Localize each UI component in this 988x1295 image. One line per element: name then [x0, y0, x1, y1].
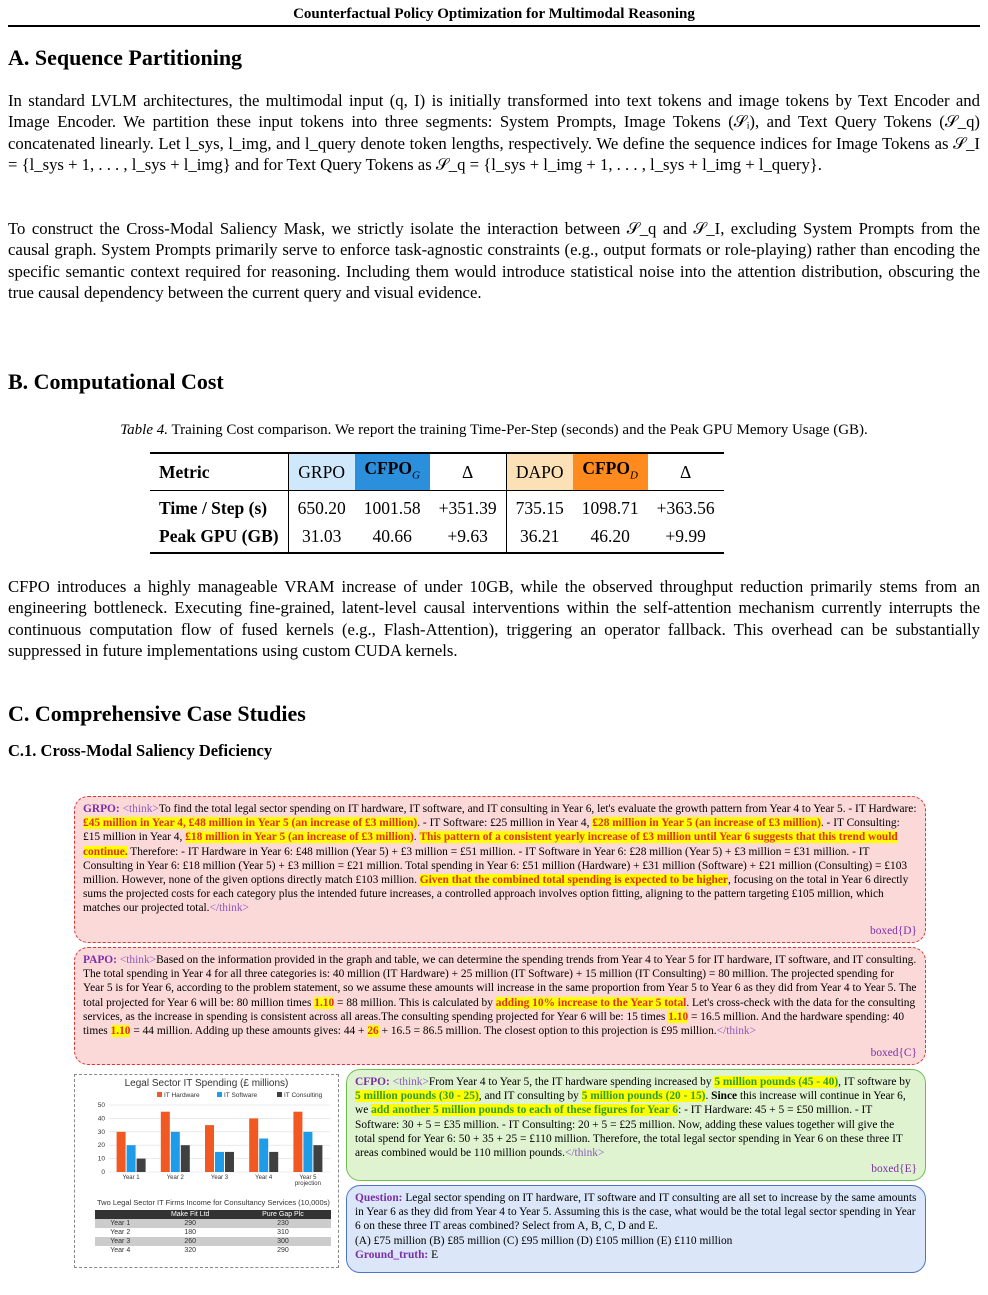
text: this increase will continue in Year 6, we	[355, 1090, 906, 1117]
highlight: £18 million in Year 5 (an increase of £3 million)	[185, 831, 414, 844]
col-metric: Metric	[150, 453, 288, 490]
ground-truth-value: E	[431, 1248, 439, 1261]
mini-td: 290	[277, 1247, 289, 1254]
col-dapo: DAPO	[506, 453, 573, 490]
question-options: (A) £75 million (B) £85 million (C) £95 million (D) £105 million (E) £110 million	[355, 1234, 733, 1247]
text: .	[705, 1090, 712, 1103]
think-tag: <think>	[119, 954, 157, 966]
table-cell: 31.03	[301, 525, 342, 546]
running-header: Counterfactual Policy Optimization for Multimodal Reasoning	[293, 6, 695, 22]
grpo-response-box	[74, 796, 926, 943]
mini-td: 290	[145, 1219, 234, 1228]
end-think-tag: </think>	[209, 902, 249, 915]
x-tick-label: Year 2	[166, 1175, 184, 1181]
table-cell: 1001.58	[363, 497, 421, 518]
highlight: This pattern of a consistent yearly increase of £3 million until Year 6 suggests that this trend would continue.	[83, 831, 898, 858]
cfpo-response-box	[346, 1069, 926, 1181]
table-cell: +363.56	[656, 497, 715, 518]
legend-swatch	[157, 1092, 162, 1097]
legend-label: IT Consulting	[284, 1092, 323, 1099]
section-a-title: A. Sequence Partitioning	[8, 45, 243, 70]
question-label: Question:	[355, 1192, 403, 1204]
ground-truth-label: Ground_truth:	[355, 1248, 429, 1261]
section-a-paragraph-2: To construct the Cross-Modal Saliency Mask, we strictly isolate the interaction between 𝒮_q and 𝒮_I, excluding System Prompts from the causal graph. System Prompts primarily serve to enforce task-agnostic constraints (e.g., output formats or role-playing) rather than encoding the specific semantic context required for reasoning. Including them would introduce statistical noise into the attention distribution, obscuring the true causal dependency between the current query and visual evidence.	[8, 219, 980, 303]
col-grpo: GRPO	[288, 453, 355, 490]
text: , and IT consulting by	[478, 1090, 582, 1103]
table-cell: +351.39	[430, 490, 507, 522]
legend-swatch	[277, 1092, 282, 1097]
highlight: 1.10	[668, 1010, 689, 1023]
papo-answer: boxed{C}	[870, 1046, 917, 1059]
bar-chart	[75, 1075, 338, 1195]
table-caption-label: Table 4.	[120, 422, 168, 438]
text: From Year 4 to Year 5, the IT hardware spending increased by	[428, 1076, 715, 1088]
x-tick-label: projection	[294, 1181, 321, 1187]
mini-th	[95, 1210, 145, 1219]
bar	[117, 1132, 126, 1172]
y-tick-label: 50	[97, 1102, 105, 1109]
mini-table	[95, 1210, 331, 1255]
bar	[161, 1112, 170, 1172]
question-text: Legal sector spending on IT hardware, IT software and IT consulting are all set to increase by the same amounts in Year 6 as they did from Year 4 to Year 5. Assuming this is the case, what would be the total legal sector spending in Year 6 on these three IT areas combined? Select from A, B, C, D and E.	[355, 1192, 917, 1233]
bar	[293, 1112, 302, 1172]
table-cell: 735.15	[515, 497, 564, 518]
chart-figure	[74, 1074, 339, 1268]
text: .	[413, 831, 420, 844]
text: . - IT Software: £25 million in Year 4,	[417, 817, 593, 830]
bar	[215, 1152, 224, 1172]
bar	[205, 1125, 214, 1172]
grpo-answer: boxed{D}	[870, 924, 917, 937]
bar	[225, 1152, 234, 1172]
col-delta-1: Δ	[430, 453, 507, 490]
text: : - IT Hardware: 45 + 5 = £50 million. - IT Software: 30 + 5 = £35 million. - IT Consulting: 20 + 5 = £25 million. Now, adding these values together will give the total spend for Year 6: 50 + 35 + 25 = £110 million. Therefore, the total legal sector spending in Year 6 on these three IT areas combined would be 110 million pounds.	[355, 1104, 903, 1160]
text: Based on the information provided in the graph and table, we can determine the spending trends from Year 4 to Year 5 for IT hardware, IT software, and IT consulting. The total spending in Year 4 for all three categories is: 40 million (IT Hardware) + 25 million (IT Software) + 15 million (IT Consulting) = 80 million. The projected spending for Year 5 is for Year 6, according to the problem statement, so we assume these amounts will increase in the same proportion from Year 5 to Year 6 as they did from Year 4 to Year 5. The total projected for Year 6 will be: 80 million times	[83, 954, 917, 1009]
section-c1-title: C.1. Cross-Modal Saliency Deficiency	[8, 741, 273, 760]
mini-td: Year 1	[95, 1219, 145, 1228]
mini-th: Make Fit Ltd	[145, 1210, 234, 1219]
bar	[313, 1145, 322, 1172]
table-row	[150, 490, 724, 522]
header-rule	[8, 25, 980, 27]
highlight: Given that the combined total spending is expected to be higher	[419, 874, 728, 887]
think-tag: <think>	[392, 1076, 429, 1088]
mini-th: Pure Gap Plc	[235, 1210, 331, 1219]
highlight: 5 million pounds (30 - 25)	[355, 1090, 479, 1103]
papo-label: PAPO:	[83, 954, 117, 966]
table-cell: 36.21	[519, 525, 560, 546]
x-tick-label: Year 1	[122, 1175, 140, 1181]
y-tick-label: 40	[97, 1115, 105, 1123]
text: , IT software by	[838, 1076, 911, 1088]
text: = 44 million. Adding up these amounts gives: 44 +	[130, 1025, 368, 1038]
mini-td: 230	[235, 1219, 331, 1228]
table-cell: Peak GPU (GB)	[150, 522, 288, 553]
cfpo-answer: boxed{E}	[871, 1162, 917, 1175]
question-box	[346, 1185, 926, 1273]
text: To find the total legal sector spending on IT hardware, IT software, and IT consulting in Year 6, let's evaluate the growth pattern from Year 4 to Year 5. - IT Hardware:	[158, 803, 917, 815]
text: = 88 million. This is calculated by	[334, 996, 496, 1009]
col-delta-2: Δ	[679, 461, 692, 482]
legend-label: IT Software	[224, 1092, 258, 1099]
col-cfpo-d: $CFPO_D$	[573, 453, 648, 490]
y-tick-label: 10	[97, 1155, 105, 1163]
text: Since	[711, 1090, 738, 1103]
grpo-label: GRPO:	[83, 803, 120, 815]
highlight: 1.10	[110, 1025, 131, 1038]
y-tick-label: 20	[97, 1142, 105, 1150]
text: . - IT Consulting: £15 million in Year 4,	[83, 817, 900, 844]
section-b-paragraph: CFPO introduces a highly manageable VRAM increase of under 10GB, while the observed throughput reduction primarily stems from an engineering bottleneck. Executing fine-grained, latent-level causal interventions within the self-attention mechanism currently interrupts the continuous computation flow of fused kernels (e.g., Flash-Attention), triggering an operator fallback. This overhead can be substantially suppressed in future implementations using custom CUDA kernels.	[8, 577, 980, 661]
highlight: £45 million in Year 4, £48 million in Year 5 (an increase of £3 million)	[83, 817, 418, 830]
mini-td: 320	[184, 1247, 197, 1254]
table-row	[95, 1219, 331, 1228]
mini-td: 310	[277, 1229, 289, 1236]
text: = 16.5 million. And the hardware spending: 40 times	[83, 1010, 905, 1038]
chart-title: Legal Sector IT Spending (£ millions)	[124, 1078, 289, 1089]
table-cell: 40.66	[372, 525, 412, 546]
highlight: 5 million pounds (20 - 15)	[581, 1090, 706, 1103]
table-caption-text: Training Cost comparison. We report the training Time-Per-Step (seconds) and the Peak GPU Memory Usage (GB).	[171, 422, 868, 438]
table-row	[95, 1246, 331, 1255]
mini-td: Year 2	[110, 1229, 131, 1236]
bar	[259, 1139, 268, 1173]
mini-td: Year 4	[110, 1247, 131, 1254]
mini-td: 300	[235, 1237, 331, 1246]
table-cell: 650.20	[297, 497, 346, 518]
mini-td: 260	[145, 1237, 234, 1246]
bar	[171, 1132, 180, 1172]
table-cell: 1098.71	[581, 497, 639, 518]
table-cell: 46.20	[590, 525, 630, 546]
table-cell: Time / Step (s)	[150, 490, 288, 522]
mini-td: 180	[184, 1229, 197, 1236]
cost-table	[150, 452, 724, 554]
x-tick-label: Year 5	[299, 1175, 317, 1181]
x-tick-label: Year 4	[255, 1175, 273, 1181]
highlight: 26	[367, 1025, 379, 1038]
y-tick-label: 0	[101, 1169, 105, 1176]
bar	[269, 1152, 278, 1172]
highlight: adding 10% increase to the Year 5 total	[495, 996, 687, 1009]
papo-response-box	[74, 947, 926, 1065]
bar	[181, 1145, 190, 1172]
text: , focusing on the total in Year 6 directly sums the projected costs for each category plus the intended future increases, a controlled approach involves option fitting, aligning to the pattern targeting £105 million, which matches our projected total.	[83, 874, 909, 915]
bar	[137, 1159, 146, 1172]
cfpo-label: CFPO:	[355, 1076, 390, 1088]
end-think-tag: </think>	[716, 1025, 757, 1038]
highlight: 5 million pounds (45 - 40)	[714, 1076, 839, 1088]
highlight: 1.10	[314, 996, 335, 1009]
y-tick-label: 30	[97, 1128, 105, 1136]
mini-td: Year 3	[95, 1237, 145, 1246]
col-cfpo-g: $CFPO_G$	[355, 453, 430, 490]
bar	[249, 1118, 258, 1172]
highlight: add another 5 million pounds to each of these figures for Year 6	[371, 1104, 679, 1117]
section-c-title: C. Comprehensive Case Studies	[8, 701, 306, 726]
bar	[303, 1132, 312, 1172]
legend-swatch	[217, 1092, 222, 1097]
end-think-tag: </think>	[564, 1147, 605, 1160]
table-cell: +9.99	[665, 525, 706, 546]
think-tag: <think>	[122, 803, 159, 815]
highlight: £28 million in Year 5 (an increase of £3 million)	[592, 817, 821, 830]
x-tick-label: Year 3	[210, 1175, 229, 1181]
text: . Let's cross-check with the data for the consulting services, as the increase in spending is consistent across all areas.The consulting spending projected for Year 6 will be: 15 times	[83, 996, 916, 1023]
bar	[127, 1145, 136, 1172]
section-a-paragraph-1: In standard LVLM architectures, the multimodal input (q, I) is initially transformed into text tokens and image tokens by Text Encoder and Image Encoder. We partition these input tokens into three segments: System Prompts, Image Tokens (𝒮ᵢ), and Text Query Tokens (𝒮_q) concatenated linearly. Let l_sys, l_img, and l_query denote token lengths, respectively. We define the sequence indices for Image Tokens as 𝒮_I = {l_sys + 1, . . . , l_sys + l_img} and for Text Query Tokens as 𝒮_q = {l_sys + l_img + 1, . . . , l_sys + l_img + l_query}.	[8, 91, 980, 175]
table-row	[95, 1228, 331, 1237]
table-caption	[8, 420, 980, 440]
table-row	[95, 1237, 331, 1246]
table-row	[150, 522, 724, 553]
text: Therefore: - IT Hardware in Year 6: £48 million (Year 5) + £3 million = £51 million. - IT Software in Year 6: £28 million (Year 5) + £3 million = £31 million. - IT Consulting in Year 6: £18 million (Year 5) + £3 million = £21 million. Total spending in Year 6: £51 million (Hardware) + £31 million (Software) + £21 million (Consulting) = £103 million. However, none of the given options directly match £103 million.	[83, 845, 908, 887]
legend-label: IT Hardware	[164, 1092, 200, 1099]
section-b-title: B. Computational Cost	[8, 369, 224, 394]
mini-table-caption: Two Legal Sector IT Firms Income for Consultancy Services (10,000s)	[97, 1198, 330, 1207]
table-cell: +9.63	[430, 522, 507, 553]
text: + 16.5 = 86.5 million. The closest option to this projection is £95 million.	[378, 1025, 717, 1038]
